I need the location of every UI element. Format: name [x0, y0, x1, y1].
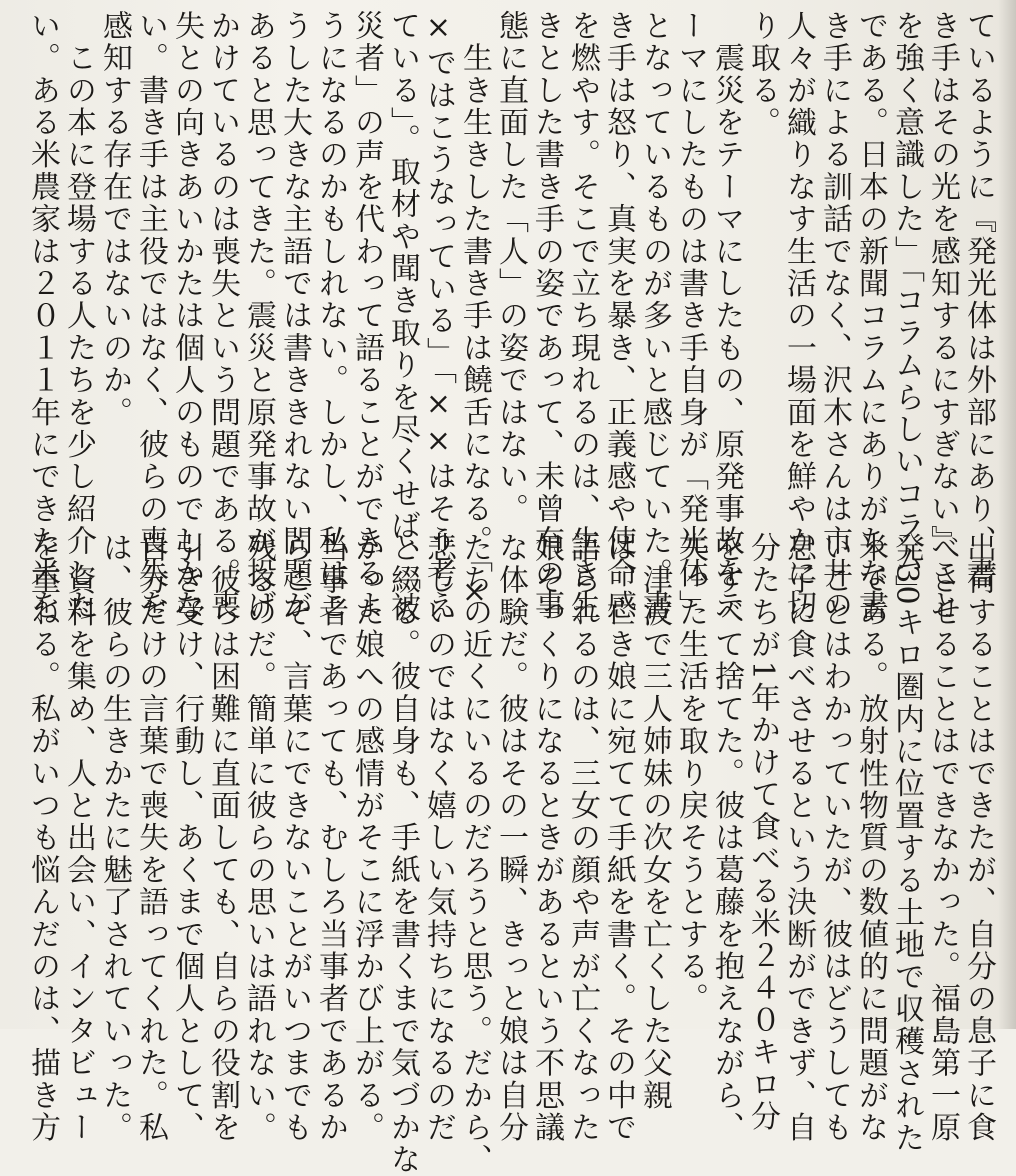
page-spine-shadow	[998, 0, 1016, 1029]
upper-text-block: ているように『発光体は外部にあり、書 き手はその光を感知するにすぎない』こと を強く意識した」「コラムらしいコラム」 である。日本の新聞コラムにありがちな書 き手による訓話でなく、沢木さんは市井の 人々が織りなす生活の一場面を鮮やかに切 り取る。 震災をテーマにしたもの、原発事故をテ ーマにしたものは書き手自身が「発光体」 となっているものが多いと感じていた。書 き手は怒り、真実を暴き、正義感や使命感 を燃やす。そこで立ち現れるのは、生き生 きとした書き手の姿であって、未曾有の事 態に直面した「人」の姿ではない。 生き生きした書き手は饒舌になる。「× ×ではこうなっている」「××はそう考え ている」。取材や聞き取りを尽くせば、「被 災者」の声を代わって語ることができるよ うになるのかもしれない。しかし、私はこ うした大きな主語では書ききれない問題が あると思ってきた。震災と原発事故が投げ かけているのは喪失という問題である。喪 失との向きあいかたは個人のものでしかな い。書き手は主役ではなく、彼らの喪失を 感知する存在ではないのか。 この本に登場する人たちを少し紹介した い。ある米農家は２０１１年にできた米を	[25, 10, 996, 624]
tier-divider	[30, 518, 996, 519]
lower-text-block: 出荷することはできたが、自分の息子に食 べさせることはできなかった。福島第一原 発30キロ圏内に位置する土地で収穫された 米である。放射性物質の数値的に問題がな いことはわかっていたが、彼はどうしても 息子に食べさせるという決断ができず、自 分たちが1年かけて食べる米２４０キロ分 をすべて捨てた。彼は葛藤を抱えながら、 失った生活を取り戻そうとする。 津波で三人姉妹の次女を亡くした父親 は、亡き娘に宛てて手紙を書く。その中で 語られるのは、三女の顔や声が亡くなった 娘そっくりになるときがあるという不思議 な体験だ。彼はその一瞬、きっと娘は自分 たちの近くにいるのだろうと思う。だから、 悲しいのではなく嬉しい気持ちになるのだ と綴る。彼自身も、手紙を書くまで気づかな かった娘への感情がそこに浮かび上がる。 当事者であっても、むしろ当事者であるか らこそ、言葉にできないことがいつまでも 残るのだ。簡単に彼らの思いは語れない。 彼らは困難に直面しても、自らの役割を 引き受け、行動し、あくまで個人として、 自分だけの言葉で喪失を語ってくれた。私 は、彼らの生きかたに魅了されていった。 資料を集め、人と出会い、インタビュー を重ねる。私がいつも悩んだのは、描き方	[25, 532, 996, 1176]
